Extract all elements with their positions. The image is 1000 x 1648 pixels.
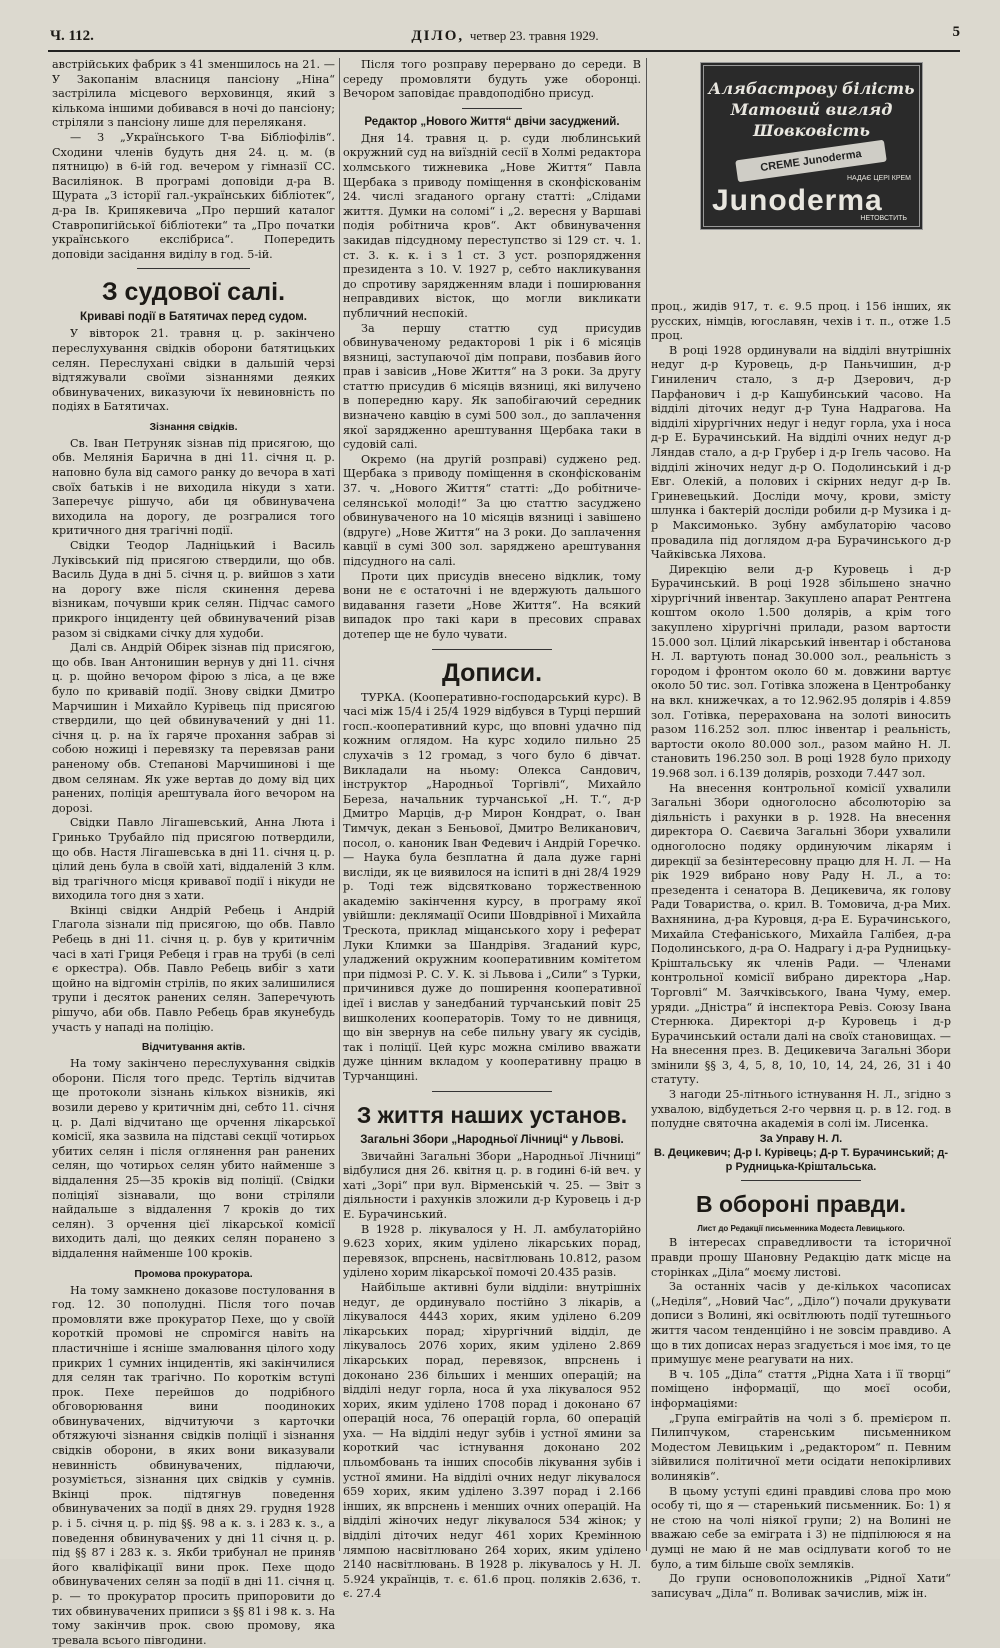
article-paragraph: ТУРКА. (Кооперативно-господарський курс). В часі між 15/4 і 25/4 1929 відбувся в Турці перший госп.-кооперативний курс, що вповні удачно під кожним оглядом. На курс ходило пильно 25 слухачів з 12 громад, з чого було 6 дівчат. Викладали на ньому: Олекса Сандович, інструктор „Народньої Торгівлі“, Михайло Береза, начальник турчанської „Н. Т.“, д-р Дмитро Марців, д-р Мирон Кондрат, о. Іван Тимчук, декан з Беньової, Дмитро Великанович, посол, о. каноник Іван Федевич і Андрій Горечко. — Наука була безплатна й дала дуже гарні висліди, як це виявилося на іспиті в дні 28/4 1929 р. Тоді теж відсвятковано торжественною академію закінчення курсу, в програму якої увійшли: деклямації Осипи Шовдрівної і Михайла Трескота, приклад міщанського хору і реферат Луки Климки за Шандрівя. Згаданий курс, уладжений окружним кооперативним комітетом при підмозі Р. С. У. К. зі Львова і „Сили“ з Турки, причинився дуже до поширення кооперативної ідеї і вислав у занедбаний турчанський повіт 25 вишколених кооператорів. Тому то не дивниця, що він звернув на себе пильну увагу як сусідів, так і поліції. Цей курс можна сміливо вважати дуже цінним вкладом у кооперативну працю в Турчанщині. bbox=[343, 690, 641, 1083]
article-paragraph: Свідки Теодор Ладніцький і Василь Луківський під присягою ствердили, що обв. Василь Дуда в дні 5. січня ц. р. вийшов з хати на дорогу вже після скинення дерева візникам, почувши крик селян. Підчас самого прикрого інциденту цей обвинувачений різав разом зі свідками січку для худоби. bbox=[52, 539, 335, 640]
article-paragraph: В році 1928 ординували на відділі внутрішніх недуг д-р Куровець, д-р Паньчишин, д-р Гиниленич стало, з д-р Дзерович, д-р Парфанович і д-р Кашубинський часово. На відділі діточих недуг д-р Туна Надрагова. На відділі хірургічних недуг і недуг горла, уха і носа д-р Е. Бурачинський. На відділі очних недуг д-р Ляндав стало, а д-р Грубер і д-р Ігель часово. На відділі жіночих недуг д-р О. Подолинський і д-р Евг. Олекій, а полових і скірних недуг д-р Ів. Гриневецький. Досліди мочу, крови, змісту шлунка і бактерій досліди робили д-р Музика і д-р Максимонько. Зубну амбулаторію часово провадила під доглядом д-ра Бурачинського д-р Чайківська Ляхова. bbox=[651, 343, 951, 562]
section-separator bbox=[432, 1091, 551, 1092]
masthead bbox=[50, 28, 960, 45]
column-divider bbox=[339, 58, 340, 1551]
ad-subline: НЕТОВСТИТЬ bbox=[860, 215, 907, 222]
section-heading: Зізнання свідків. bbox=[149, 420, 238, 433]
article-paragraph: На тому замкнено доказове постуловання в год. 12. 30 пополудні. Після того почав промовляти вже прокуратор Пехе, що у своїй короткій промові не спромігся навіть на пластичніше і ясніше змалювання цілого ходу прикрих 1 сумних інцидентів, які закінчилися для селян так трагічно. По короткім вступі прок. Пехе перейшов до подрібного обговорювання вини поодиноких обвинувачених, відчитуючи з карточки обтяжуючі зізнання свідків поліції і зізнання свідків оборони, в яких вони виказували невинність обвинувачених, підлаючи, розуміється, зізнання цих свідків у сумнів. Вкінці прок. підтягнув поведення обвинувачених за події в днях 29. грудня 1928 р. і 5. січня ц. р. під §§. 98 а к. з. і 283 к. з., а поведення обвинувачених у дні 11 січня ц. р. під §§ 87 і 283 к. з. Якби трибунал не приняв його кваліфікації вини прок. Пехе щодо обвинувачених селян за події в дні 11. січня ц. р. — то прокуратор просить припоровити до тих обвинувачених приписи з §§ 81 і 98 к. з. На тому закінчив прок. свою промову, яка тревала всього півгодини. bbox=[52, 1283, 335, 1647]
article-paragraph: „Група еміграйтів на чолі з б. премієром п. Пилипчуком, старенським письменником Модестом Левицьким і „редактором“ п. Певним зійвилися політичної мети осідати непокірливих волиняків“. bbox=[651, 1411, 951, 1483]
section-heading: Промова прокуратора. bbox=[134, 1267, 253, 1280]
signature-names: В. Децикевич; Д-р І. Курівець; Д-р Т. Бурачинський; д-р Рудницька-Кріштальська. bbox=[653, 1146, 949, 1173]
article-paragraph: В інтересах справедливости та історичної правди прошу Шановну Редакцію датк місце на сторінках „Діла“ моєму листові. bbox=[651, 1236, 951, 1279]
headline-dopysy: Дописи. bbox=[441, 658, 543, 687]
article-paragraph: Окремо (на другій розправі) суджено ред. Щербака з приводу поміщення в сконфіскованім 37. ч. „Нового Життя“ статті: „До робітниче-селянської молоді!“ За цю статтю засуджено обвинуваченого на 10 місяців вязниці і завішено (вдруге) „Нове Життя“ на 3 роки. До заплачення кавції в сумі 300 зол. заряджено арештування підсудного на салі. bbox=[343, 452, 641, 568]
article-paragraph: австрійських фабрик з 41 зменшилось на 21. — У Закопанім власниця пансіону „Ніна“ застрілила місцевого верховинця, який з кількома іншими добивався в ночі до пансіону; стріляли з пансіону лише для переляканя. bbox=[52, 58, 335, 130]
article-paragraph: Свідки Павло Лігашевський, Анна Люта і Гринько Трубайло під присягою потвердили, що обв. Настя Лігашевська в дні 11. січня ц. р. цілий день була в своїй хаті, віддаленій 3 клм. від трагічного місця кривавої події і нікуди не виходила того дня з хати. bbox=[52, 816, 335, 903]
column-2 bbox=[343, 58, 641, 1601]
article-paragraph: В ч. 105 „Діла“ стаття „Рідна Хата і її творці“ поміщено інформації, що моєї особи, інформаціями: bbox=[651, 1367, 951, 1410]
article-paragraph: Найбільше активні були відділи: внутрішніх недуг, де ординувало постійно 3 лікарів, а лікувалося 4443 хорих, яким уділено 6.209 лікарських порад; хірургічний відділ, де лікувалось 2076 хорих, яким уділено 2.869 лікарських порад, перевязок, впрснень і доконано 236 більших і менших операцій; на відділі недуг горла, носа й уха лікувалося 952 хорих, яким уділено 1708 порад і доконано 67 операцій носа, 76 операцій горла, 60 операцій уха. — На відділі недуг зубів і устної ямини за короткий час істнування доконано 202 пльомбовань та інших способів лікування зубів і устної ямини. На відділі очних недуг лікувалося 659 хорих, яким уділено 3.397 порад і 2.166 інших, як впрснень і менших очних операцій. На відділі жіночих недуг лікувалося 534 жінок; у відділі діточих недуг 461 хорих Кремінною лямпою насвітлювано 264 хорих, яким уділено 2140 насвітлювань. В 1928 р. лікувалось у Н. Л. 5.924 українців, т. є. 61.6 проц. поляків 2.636, т. є. 27.4 bbox=[343, 1280, 641, 1601]
ad-line: Матовий вигляд bbox=[730, 100, 893, 119]
article-paragraph: У вівторок 21. травня ц. р. закінчено переслухування свідків оборони батятицьких селян. Переслухані свідки в дальшій черзі відтяжували своїми зізнаннями деяких обвинувачених, виказуючи їх невиновність по подіях в Батятичах. bbox=[52, 327, 335, 414]
headline-court: З судової салі. bbox=[101, 278, 286, 307]
issue-number: Ч. 112. bbox=[50, 28, 94, 44]
issue-date: четвер 23. травня 1929. bbox=[469, 28, 599, 43]
article-paragraph: Дирекцію вели д-р Куровець і д-р Бурачинський. В році 1928 збільшено значно хірургічний інвентар. Закуплено апарат Рентгена коштом около 1.500 долярів, а крім того закуплено хірургічні прилади, разом вартости 15.000 зол. Цілий лікарський інвентар і обстанова Н. Л. вартують понад 30.000 зол., реальність з городом і фронтом около 60 м. довжини вартує около 50 тис. зол. Готівка зложена в Центробанку на вкл. книжечках, а то 12.962.95 долярів і 4.859 зол. Готівка, перерахована на золоті виносить разом 116.252 зол. плюс інвентар і реальність, вартости около 80.000 зол., разом майно Н. Л. становить 196.250 зол. В році 1928 було приходу 19.968 зол. і 6.139 долярів, розходи 7.447 зол. bbox=[651, 562, 951, 780]
section-separator bbox=[432, 649, 551, 650]
column-3 bbox=[651, 300, 951, 1600]
section-separator bbox=[741, 1180, 861, 1181]
ad-line: Алябастрову білість bbox=[708, 79, 915, 98]
article-paragraph: проц., жидів 917, т. є. 9.5 проц. і 156 інших, як русских, німців, югославян, чехів і т. п., отже 1.5 проц. bbox=[651, 300, 951, 343]
newspaper-title: ДІЛО, bbox=[411, 28, 465, 44]
ad-slogan bbox=[704, 66, 919, 141]
article-paragraph: Вкінці свідки Андрій Ребець і Андрій Глагола зізнали під присягою, що обв. Павло Ребець в дні 11. січня ц. р. був у критичнім часі в хаті Гриця Ребеця і грав на трубі (в селі є оркестра). Обв. Павло Ребець вибіг з хати щойно на відгомін стрілів, по яких залишилися трупи і десяток ранених селян. Заперечують рішучо, аби обв. Павло Ребець брав якунебудь участь у нападі на поліцію. bbox=[52, 903, 335, 1034]
article-paragraph: На внесення контрольної комісії ухвалили Загальні Збори одноголосно абсолюторію за діяльність і рахунки в р. 1928. На внесення директора О. Саєвича Загальні Збори ухвалили одноголосно подяку ординуючим лікарям і дирекції за безінтересовну працю для Н. Л. — На рік 1929 вибрано нову Раду Н. Л., а то: презедента і сенатора В. Децикевича, як голову Ради Товариства, о. крил. В. Томовича, д-ра Мих. Вахнянина, д-ра Куровця, д-ра Е. Бурачинського, Михайла Стефаніського, Михайла Галібея, д-ра Подолинського, д-ра О. Надрагу і д-ра Рудницьку-Кріштальську як членів Ради. — Членами контрольної комісії вибрано директора „Нар. Торговлі“ М. Заячківського, Івана Чуму, емер. уряди. „Дністра“ й інспектора Ревіз. Союзу Івана Стернюка. Директорі д-р Куровець і д-р Бурачинський остали далі на своїх становищах. — На внесення през. В. Децикевича Загальні Збори змінили §§ 3, 4, 5, 8, 10, 10, 14, 24, 26, 31 і 40 статуту. bbox=[651, 781, 951, 1087]
article-paragraph: Св. Іван Петруняк зізнав під присягою, що обв. Мелянія Барична в дні 11. січня ц. р. наповно була від самого ранку до вечора в хаті своїх батьків і не виходила нікуди з хати. Заперечує рішучо, аби ця обвинувачена виходила на дорогу, де розгралися того критичного дня трагічні події. bbox=[52, 436, 335, 538]
column-divider bbox=[646, 58, 647, 1551]
ad-tagline: НАДАЄ ЦЕРІ КРЕМ bbox=[847, 175, 911, 182]
article-paragraph: До групи основоположників „Рідної Хати“ записувач „Діла“ п. Воливак зачислив, між ін. bbox=[651, 1572, 951, 1600]
section-heading: Відчитування актів. bbox=[141, 1041, 246, 1054]
article-paragraph: Звичайні Загальні Збори „Народньої Лічниці“ відбулися дня 26. квітня ц. р. в годині 6-ій веч. у хаті „Зорі“ при вул. Вірменській ч. 25. — Звіт з діяльности і рахунків зложили д-р Куровець і д-р Е. Бурачинський. bbox=[343, 1149, 641, 1221]
article-paragraph: За останніх часів у де-кількох часописах („Неділя“, „Новий Час“, „Діло“) почали друкувати дописи з Волині, які освітлюють події тутешнього життя часом тенденційно і не зовсім правдиво. А що в тих дописах нераз згадується і моє імя, то це примушує мене реагувати на них. bbox=[651, 1280, 951, 1367]
article-paragraph: За першу статтю суд присудив обвинуваченому редакторові 1 рік і 6 місяців вязниці, заступаючої дім поправи, позбавив його прав і завісив „Нове Життя“ на 3 роки. За другу статтю присудив 6 місяців вязниці, які вилучено в попередню кару. Як запобігаючий середник визначено кавцію в сумі 500 зол., до заплачення якої зарядженно арештування Щербака таки в судовій салі. bbox=[343, 321, 641, 452]
page-number: 5 bbox=[952, 24, 960, 40]
headline-defense: В обороні правди. bbox=[695, 1190, 907, 1217]
article-paragraph: Проти цих присудів внесено відклик, тому вони не є остаточні і не вдержують дальшого видавання газети „Нове Життя“. На всякий випадок про такі кари в пресових справах дотепер ще не було чувати. bbox=[343, 569, 641, 641]
section-separator bbox=[137, 268, 250, 269]
article-paragraph: В 1928 р. лікувалося у Н. Л. амбулаторійно 9.623 хорих, яким уділено лікарських порад, перевязок, впрснень, насвітлювань 10.812, разом уділено хорим лікарської помочі 20.435 разів. bbox=[343, 1222, 641, 1280]
header-rule bbox=[48, 50, 960, 52]
column-1 bbox=[52, 58, 335, 1647]
article-paragraph: — З „Українського Т-ва Бібліофілів“. Сходини членів будуть дня 24. ц. м. (в пятницю) в 6-ій год. вечером у гімназії СС. Василіянок. В програмі доповіди д-ра В. Щурата „З історії гал.-українських бібліотек“, д-ра Ів. Крипякевича „Про перший каталог Ставропигійської бібліотеки“ та „Про початки українського екслібриса“. Попередить доповіди засідання виділу в год. 5-ій. bbox=[52, 130, 335, 261]
ad-brand: Junoderma bbox=[712, 184, 883, 217]
article-paragraph: З нагоди 25-літнього істнування Н. Л., згідно з ухвалою, відбудеться 2-го червня ц. р. в 12. год. в полудне святочна академія в солі ім. Лисенка. bbox=[651, 1088, 951, 1131]
headline-editor: Редактор „Нового Життя“ двічи засуджений. bbox=[364, 115, 620, 128]
article-paragraph: Далі св. Андрій Обірек зізнав під присягою, що обв. Іван Антонишин вернув у дні 11. січня ц. р. щойно вечором фірою з ліса, а це вже було по кривавій події. Знову свідки Дмитро Марчишин і Михайло Курівець під присягою ствердили, що цей обвинувачений у дні 11. січня ц. р. на їх гаряче прохання забрав зі собою ножиці і перевязку та перевязав рани раненому обв. Степанові Марчишинові і ще двом селянам. Як уже вертав до дому від цих ранених, поліція арештувала його вечором на дорозі. bbox=[52, 641, 335, 815]
subheadline: Лист до Редакції письменника Модеста Левицького. bbox=[697, 1223, 905, 1233]
page-header bbox=[50, 24, 960, 48]
article-paragraph: В цьому уступі єдині правдиві слова про мою особу ті, що я — старенький письменник. Бо: 1) я не стою на чолі ніякої групи; 2) на Волині не вважаю себе за еміграта і 3) не підпілююся я на думці не маю й не мав осідлувати когоб то не було, а тим більше своїх земляків. bbox=[651, 1484, 951, 1571]
junoderma-advertisement bbox=[700, 62, 923, 230]
article-paragraph: Дня 14. травня ц. р. суди люблинський окружний суд на виїздній сесії в Холмі редактора холмського тижневика „Нове Життя“ Павла Щербака з приводу поміщення в сконфіскованім 24. числі згаданого органу статті: „Слідами життя. Думки на соломі“ і „2. вересня у Варшаві подія робітнича кров“. Акт обвинувачення закидав підсудному переступство зі 129 ст. ч. 1. ст. 3. к. к. і з 1 ст. 3 уст. розпорядження президента з 10. V. 1927 р, себто накликування до спротиву зарядженням влади і поширювання неправдивих вісток, що могли викликати публичний неспокій. bbox=[343, 131, 641, 320]
signature-title: За Управу Н. Л. bbox=[759, 1132, 843, 1145]
cream-tube-icon: CREME Junoderma bbox=[735, 140, 887, 183]
section-separator bbox=[462, 108, 522, 109]
ad-line: Шовковість bbox=[753, 121, 870, 140]
headline-institutions: З життя наших установ. bbox=[356, 1101, 628, 1128]
subheadline: Криваві події в Батятичах перед судом. bbox=[80, 311, 307, 324]
subheadline: Загальні Збори „Народньої Лічниці“ у Львові. bbox=[360, 1133, 624, 1146]
article-paragraph: Після того розправу перервано до середи. В середу промовляти будуть уже оборонці. Вечором заповідає правдоподібно присуд. bbox=[343, 58, 641, 101]
article-paragraph: На тому закінчено переслухування свідків оборони. Після того предс. Тертіль відчитав ще протоколи зізнань кількох візників, які возили дерево у критичнім дні, себто 11. січня ц. р. Далі відчитано ще орчення лікарської комісії, яка зазвила на підставі секції чотирьох убитих селян і після оглянення ран ранених селян, що чотирьох селян убито найменше з віддалення 25—35 кроків від поліції. (Свідки поліціяї зізнавали, що вони стріляли найдальше з віддалення 7 кроків до тих селян). З орчення цієї лікарської комісії виходить далі, що деяких селян поранено з віддалення найменше 100 кроків. bbox=[52, 1057, 335, 1260]
